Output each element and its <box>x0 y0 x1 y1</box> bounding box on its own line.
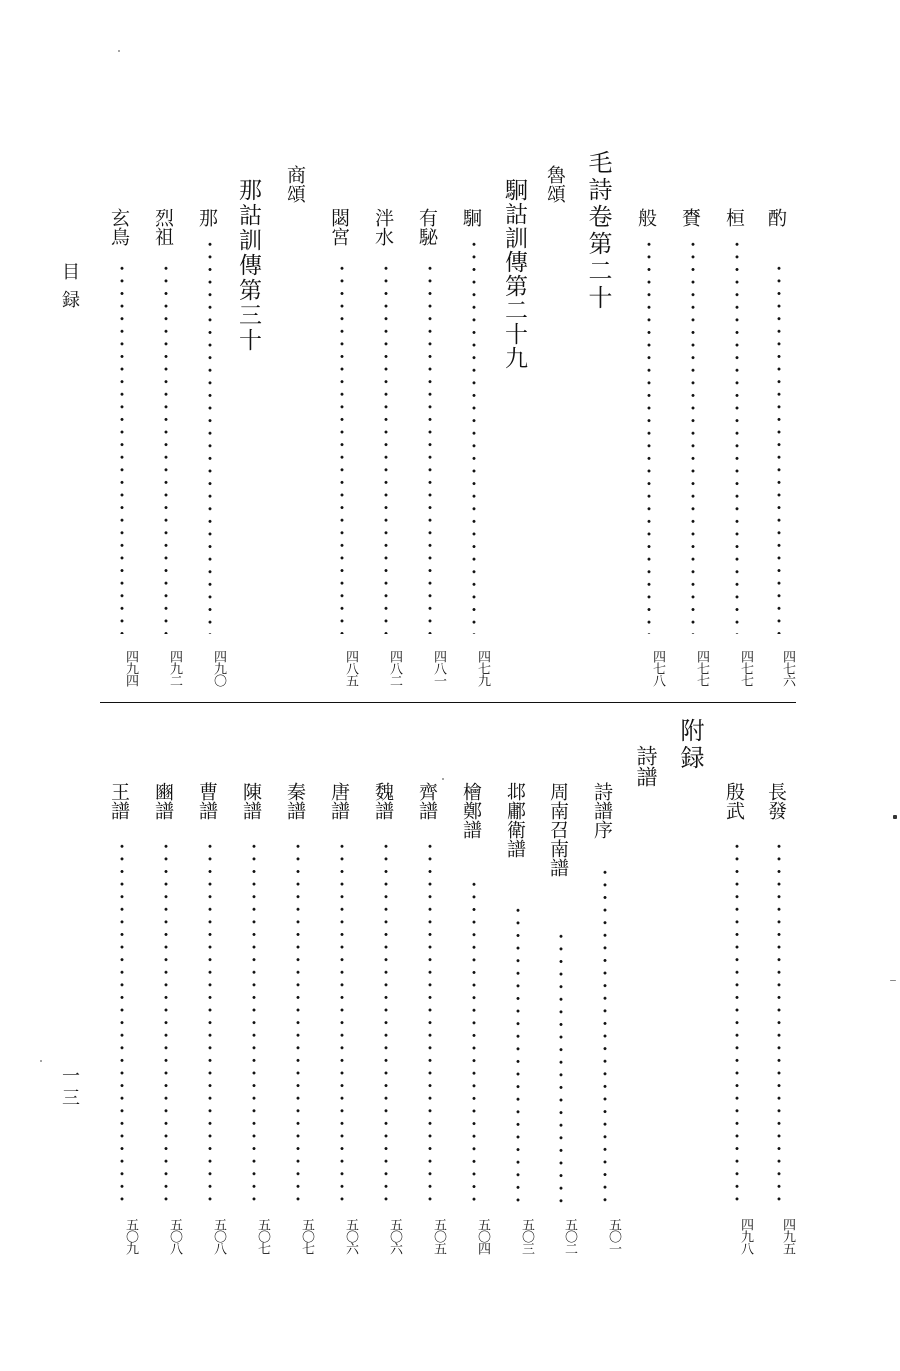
scan-speck <box>40 1060 42 1062</box>
scan-speck <box>893 815 897 819</box>
toc-entry-page: 四九〇 <box>211 650 226 686</box>
toc-entry-title: 閟宮 <box>328 208 350 246</box>
running-header: 目録 <box>59 262 80 318</box>
toc-entry-page: 四九二 <box>167 650 182 686</box>
toc-entry-page: 五〇四 <box>475 1218 490 1254</box>
scan-speck <box>442 778 444 780</box>
toc-entry-page: 四七七 <box>738 650 753 686</box>
toc-entry-title: 曹譜 <box>196 782 218 820</box>
scan-speck <box>890 980 896 981</box>
toc-entry-title: 玄鳥 <box>108 208 130 246</box>
dot-leader <box>340 262 344 634</box>
section-heading-shipu: 詩譜 <box>634 745 658 787</box>
toc-entry-page: 四九四 <box>123 650 138 686</box>
toc-entry-title: 魏譜 <box>372 782 394 820</box>
dot-leader <box>735 840 739 1206</box>
toc-entry-page: 四七九 <box>475 650 490 686</box>
toc-entry-title: 殷武 <box>723 782 745 820</box>
toc-entry-page: 五〇六 <box>387 1218 402 1254</box>
chapter-heading-30: 那詁訓傳第三十 <box>235 178 261 353</box>
toc-entry-page: 五〇二 <box>562 1218 577 1254</box>
dot-leader <box>691 238 695 634</box>
dot-leader <box>647 238 651 634</box>
volume-title: 毛詩卷第二十 <box>584 150 612 312</box>
dot-leader <box>252 840 256 1206</box>
toc-entry-title: 豳譜 <box>152 782 174 820</box>
toc-entry-title: 邶鄘衛譜 <box>504 782 526 858</box>
toc-entry-title: 烈祖 <box>152 208 174 246</box>
chapter-heading-29: 駉詁訓傳第二十九 <box>501 178 527 370</box>
toc-entry-page: 四九八 <box>738 1218 753 1254</box>
toc-entry-title: 周南召南譜 <box>547 782 569 877</box>
toc-entry-page: 四八五 <box>343 650 358 686</box>
dot-leader <box>559 930 563 1206</box>
dot-leader <box>428 262 432 634</box>
toc-entry-title: 王譜 <box>108 782 130 820</box>
section-heading-shang-song: 商頌 <box>284 165 306 203</box>
dot-leader <box>164 840 168 1206</box>
dot-leader <box>777 840 781 1206</box>
dot-leader <box>603 866 607 1206</box>
dot-leader <box>340 840 344 1206</box>
scan-speck <box>118 50 120 52</box>
toc-entry-page: 五〇八 <box>167 1218 182 1254</box>
toc-entry-page: 五〇八 <box>211 1218 226 1254</box>
dot-leader <box>735 238 739 634</box>
dot-leader <box>516 904 520 1206</box>
toc-entry-page: 五〇五 <box>431 1218 446 1254</box>
page-number: 一三 <box>59 1066 80 1110</box>
toc-entry-page: 五〇七 <box>255 1218 270 1254</box>
toc-entry-title: 那 <box>196 208 218 227</box>
dot-leader <box>428 840 432 1206</box>
toc-entry-title: 泮水 <box>372 208 394 246</box>
dot-leader <box>777 262 781 634</box>
section-divider <box>100 702 796 703</box>
dot-leader <box>472 878 476 1206</box>
toc-entry-title: 齊譜 <box>416 782 438 820</box>
toc-entry-page: 四七六 <box>780 650 795 686</box>
toc-entry-title: 詩譜序 <box>591 782 613 839</box>
dot-leader <box>120 840 124 1206</box>
toc-entry-title: 酌 <box>765 208 787 227</box>
toc-entry-page: 五〇七 <box>299 1218 314 1254</box>
toc-entry-page: 四八二 <box>387 650 402 686</box>
dot-leader <box>384 262 388 634</box>
dot-leader <box>208 238 212 634</box>
dot-leader <box>384 840 388 1206</box>
toc-entry-page: 四八一 <box>431 650 446 686</box>
dot-leader <box>164 262 168 634</box>
dot-leader <box>296 840 300 1206</box>
toc-entry-title: 長發 <box>765 782 787 820</box>
toc-entry-page: 五〇九 <box>123 1218 138 1254</box>
toc-entry-page: 四七八 <box>650 650 665 686</box>
toc-entry-title: 唐譜 <box>328 782 350 820</box>
appendix-heading: 附録 <box>676 718 704 772</box>
toc-entry-page: 五〇六 <box>343 1218 358 1254</box>
toc-entry-page: 五〇一 <box>606 1218 621 1254</box>
dot-leader <box>472 238 476 634</box>
toc-entry-title: 陳譜 <box>240 782 262 820</box>
toc-entry-title: 駉 <box>460 208 482 227</box>
toc-entry-title: 有駜 <box>416 208 438 246</box>
toc-entry-title: 般 <box>635 208 657 227</box>
dot-leader <box>208 840 212 1206</box>
section-heading-lu-song: 魯頌 <box>544 165 566 203</box>
toc-entry-title: 秦譜 <box>284 782 306 820</box>
toc-entry-title: 桓 <box>723 208 745 227</box>
dot-leader <box>120 262 124 634</box>
toc-entry-title: 賚 <box>679 208 701 227</box>
toc-entry-title: 檜鄭譜 <box>460 782 482 839</box>
toc-entry-page: 五〇三 <box>519 1218 534 1254</box>
toc-entry-page: 四九五 <box>780 1218 795 1254</box>
toc-entry-page: 四七七 <box>694 650 709 686</box>
